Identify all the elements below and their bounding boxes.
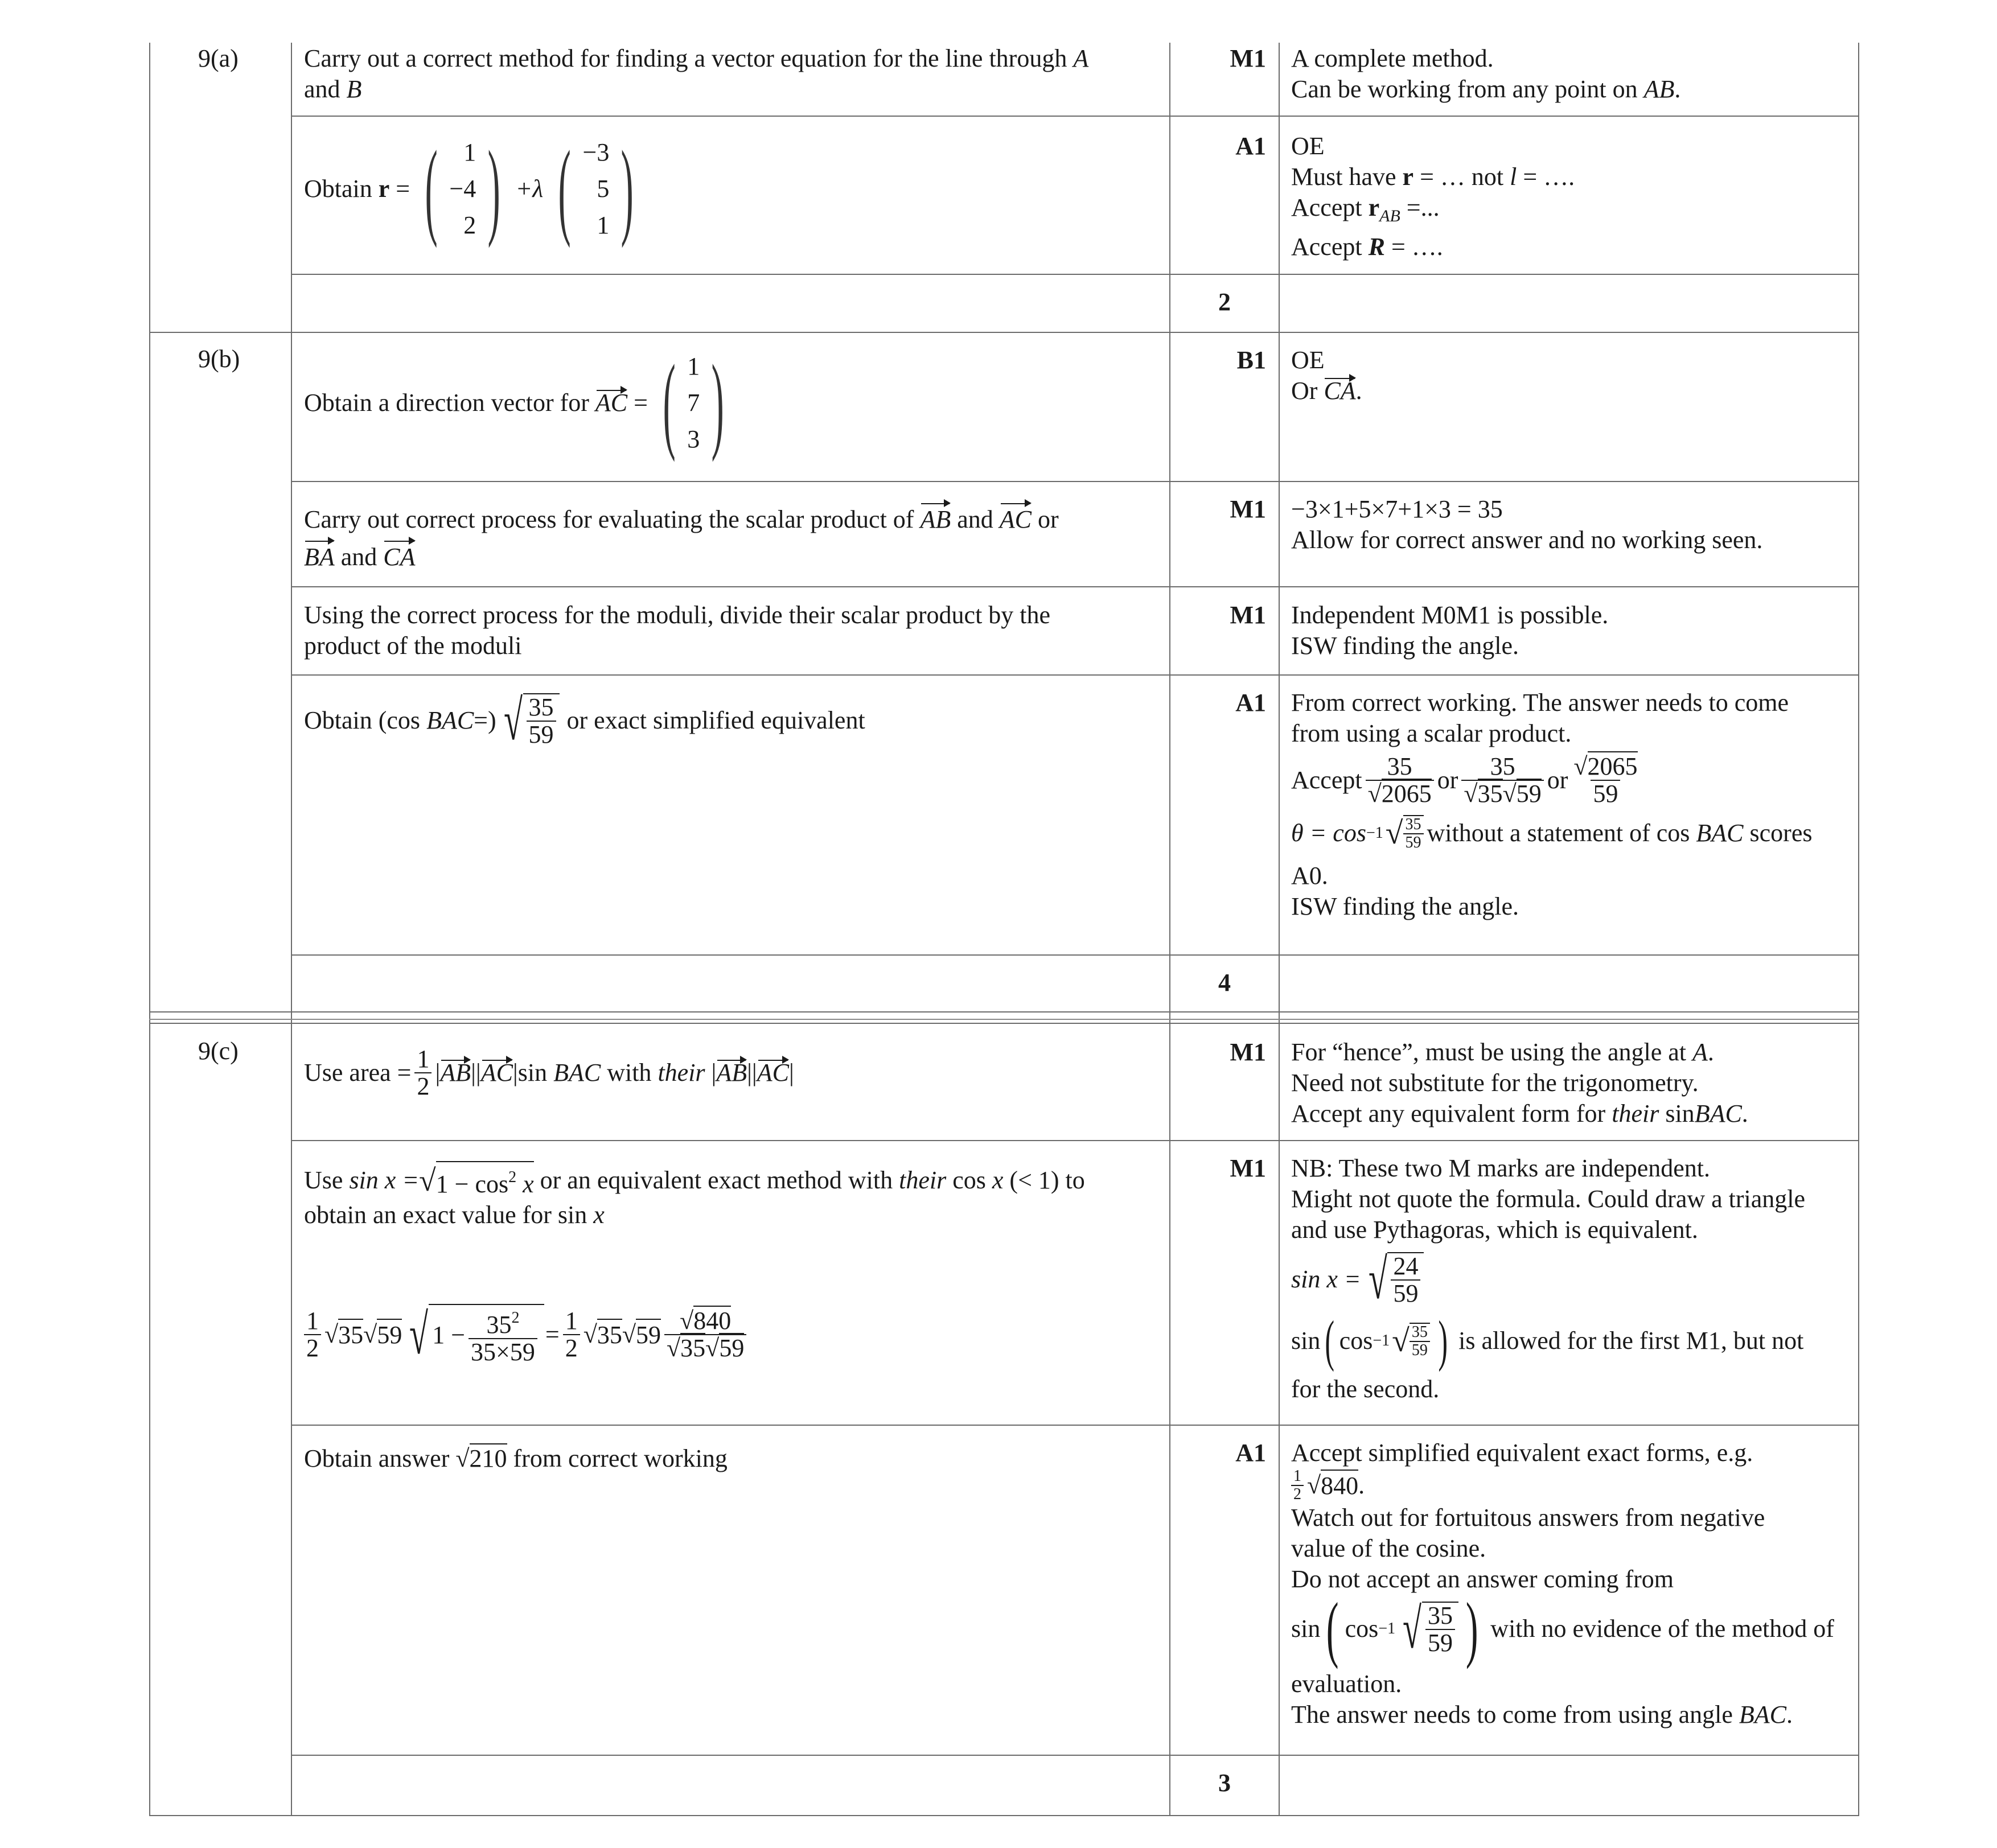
- guidance-text: ISW finding the angle.: [1291, 892, 1519, 920]
- row-divider: [291, 674, 1859, 676]
- vector-R: R: [1368, 233, 1385, 261]
- superscript: 2: [508, 1168, 517, 1186]
- answer-cell: [304, 600, 1050, 661]
- vector-arrow-label: AC: [595, 388, 627, 418]
- section-divider: [149, 1023, 1859, 1024]
- guidance-text: −3×1+5×7+1×3 = 35: [1291, 495, 1503, 523]
- radicand: 59: [636, 1319, 661, 1351]
- answer-cell: [304, 689, 865, 752]
- angle-label: BAC: [426, 706, 474, 734]
- superscript: 2: [511, 1309, 520, 1327]
- guidance-cell: [1291, 43, 1680, 105]
- guidance-text: Must have: [1291, 163, 1396, 191]
- guidance-text: sin: [1665, 1100, 1695, 1127]
- guidance-text: Or: [1291, 377, 1318, 405]
- fraction-numerator: 1: [1293, 1467, 1301, 1485]
- fraction-denominator: 2: [414, 1072, 432, 1100]
- answer-text: =): [474, 706, 496, 734]
- vector-r: r: [378, 175, 390, 203]
- vector-component: 2: [463, 211, 476, 239]
- answer-cell: [304, 43, 1088, 105]
- answer-cell: Use area = $\frac{1}{2}$ | AB || AC | sin BAC with their | AB || AC |: [304, 1045, 794, 1100]
- row-divider: [291, 1755, 1859, 1756]
- vector-arrow-label: AC: [481, 1057, 513, 1088]
- fraction-denominator: 35×59: [469, 1338, 537, 1365]
- guidance-text: = … not: [1420, 163, 1504, 191]
- superscript: −1: [1373, 1332, 1390, 1349]
- fraction-denominator: 59: [719, 1334, 745, 1362]
- radicand: 35: [338, 1319, 363, 1351]
- vector-arrow-label: BA: [304, 538, 335, 576]
- vector-arrow-label: AC: [1000, 501, 1032, 538]
- fraction: [563, 1308, 580, 1361]
- vector-arrow-label: CA: [383, 538, 415, 576]
- section-divider: [149, 1019, 1859, 1020]
- guidance-text: sin: [1291, 1615, 1321, 1643]
- vector-component: 5: [597, 175, 610, 203]
- equals-sign: =: [396, 175, 410, 203]
- fraction-denominator: 35: [1477, 780, 1503, 808]
- guidance-text: value of the cosine.: [1291, 1534, 1486, 1562]
- radicand: 1 −: [432, 1321, 466, 1349]
- answer-text: Obtain (cos: [304, 706, 421, 734]
- row-divider: [291, 116, 1859, 117]
- fraction-denominator: 59: [1516, 780, 1542, 808]
- answer-text: or an equivalent exact method with: [540, 1166, 893, 1194]
- guidance-text: their: [1612, 1100, 1659, 1127]
- guidance-text: for the second.: [1291, 1375, 1440, 1403]
- mark-code: A1: [1235, 1439, 1266, 1467]
- guidance-text: is allowed for the first M1, but not: [1458, 1327, 1804, 1355]
- answer-cell: [304, 343, 739, 463]
- fraction-denominator: 59: [1403, 833, 1424, 851]
- fraction-numerator: 1: [565, 1307, 578, 1335]
- guidance-text: scores: [1749, 819, 1813, 847]
- radicand: 840: [1321, 1470, 1358, 1501]
- row-divider: [291, 1140, 1859, 1141]
- fraction-denominator: 2065: [1381, 780, 1432, 808]
- row-divider: [291, 586, 1859, 587]
- answer-text: their: [658, 1059, 705, 1086]
- guidance-text: Accept: [1291, 766, 1362, 794]
- working-expression: $\frac{1}{2}$ √ 35 √ 59 √ 1 − $\frac{35^2}{35\times 59}$ = $\frac{1}{2}$ √ 35 √ 59 $\frac{√840}{√35√59}$: [304, 1298, 750, 1372]
- fraction-denominator: 59: [1391, 1279, 1420, 1307]
- guidance-text: Accept any equivalent form for: [1291, 1100, 1606, 1127]
- answer-text: Use area =: [304, 1059, 412, 1086]
- fraction: [414, 1046, 432, 1100]
- vector-arrow-label: AB: [440, 1057, 471, 1088]
- guidance-text: =...: [1406, 194, 1440, 221]
- guidance-text: .: [1358, 1471, 1365, 1499]
- fraction-numerator: 2065: [1587, 752, 1638, 780]
- fraction-denominator: 59: [527, 721, 556, 748]
- vector-r: r: [1402, 163, 1414, 191]
- answer-text: or: [1037, 505, 1059, 533]
- fraction-numerator: 35: [1428, 1602, 1453, 1629]
- guidance-text: Allow for correct answer and no working seen.: [1291, 526, 1763, 554]
- angle-label: BAC: [1696, 819, 1744, 847]
- vector-r: r: [1368, 194, 1380, 221]
- fraction-numerator: 1: [417, 1045, 430, 1073]
- guidance-text: with no evidence of the method of: [1490, 1615, 1834, 1643]
- fraction: [304, 1308, 321, 1361]
- equals-sign: =: [634, 389, 648, 417]
- guidance-text: From correct working. The answer needs to come: [1291, 689, 1789, 717]
- radicand: 59: [377, 1319, 402, 1351]
- square-root: √ 1 − $\frac{35^2}{35\times 59}$: [403, 1304, 544, 1365]
- fraction-numerator: 35: [486, 1311, 512, 1339]
- square-root: √ $\frac{35}{59}$: [498, 692, 560, 749]
- fraction-denominator: 59: [1591, 780, 1620, 807]
- guidance-text: For “hence”, must be using the angle at: [1291, 1038, 1687, 1066]
- guidance-text: from using a scalar product.: [1291, 719, 1572, 747]
- fraction-numerator: 35: [528, 693, 554, 721]
- segment-label: AB: [1643, 75, 1675, 103]
- variable-x: x: [593, 1201, 605, 1229]
- answer-text: Using the correct process for the moduli, divide their scalar product by the: [304, 601, 1051, 629]
- fraction-denominator: 2: [304, 1334, 321, 1361]
- fraction: $\frac{35}{√35√59}$: [1461, 754, 1543, 807]
- guidance-text: or: [1547, 766, 1568, 794]
- radicand: 1 − cos: [435, 1170, 509, 1198]
- direction-vector: ( −3 5 1 ): [558, 129, 634, 249]
- guidance-cell: NB: These two M marks are independent. Might not quote the formula. Could draw a triangle and use Pythagoras, which is equivalent. sin x = √ $\frac{24}{59}$ sin ( cos −1 √ $\frac{35}{59}$ ) is allowed for the first M1, but not for the second.: [1291, 1153, 1805, 1405]
- mark-code: B1: [1236, 346, 1266, 374]
- column-divider-answer: [291, 43, 292, 1816]
- guidance-text: Accept: [1291, 194, 1362, 221]
- section-divider: [149, 332, 1859, 333]
- fraction-numerator: 35: [1387, 752, 1412, 780]
- fraction: $\frac{√840}{√35√59}$: [664, 1308, 746, 1361]
- fraction-numerator: 35: [1411, 1323, 1428, 1341]
- answer-text: their: [899, 1166, 947, 1194]
- total-marks: 3: [1218, 1769, 1231, 1797]
- answer-text: Obtain a direction vector for: [304, 389, 589, 417]
- angle-label: BAC: [553, 1059, 601, 1086]
- angle-label: BAC: [1694, 1100, 1742, 1127]
- guidance-text: evaluation.: [1291, 1670, 1402, 1698]
- question-label: 9(c): [198, 1037, 239, 1065]
- fraction-denominator: 35: [680, 1334, 706, 1362]
- mark-code: M1: [1230, 1154, 1266, 1182]
- table-border-left: [149, 43, 150, 1816]
- guidance-cell: From correct working. The answer needs to come from using a scalar product. Accept $\frac{35}{√2065}$ or $\frac{35}{√35√59}$ or $\frac{√2065}{59}$ θ = cos −1 √ $\frac{35}{59}$ without a statement of cos BAC scores A0. ISW finding the angle.: [1291, 688, 1812, 922]
- vector-component: 7: [687, 389, 700, 417]
- theta-expression: θ = cos: [1291, 819, 1366, 847]
- answer-text: Obtain: [304, 175, 372, 203]
- answer-text: and: [340, 543, 377, 571]
- guidance-text: = ….: [1391, 233, 1443, 261]
- mark-code: M1: [1230, 601, 1266, 629]
- fraction: $\frac{35}{√2065}$: [1366, 754, 1434, 807]
- mark-code: M1: [1230, 44, 1266, 72]
- guidance-text: = ….: [1523, 163, 1575, 191]
- guidance-text: Need not substitute for the trigonometry.: [1291, 1069, 1699, 1097]
- answer-text: and: [957, 505, 993, 533]
- fraction: [1291, 1468, 1304, 1503]
- vector-component: 1: [687, 352, 700, 380]
- guidance-cell: Accept simplified equivalent exact forms, e.g. $\frac{1}{2}$ √ 840 . Watch out for fortuitous answers from negative value of the cosine. Do not accept an answer coming from sin ( cos −1 √ $\frac{35}{59}$ ) with no evidence of the method of evaluation. The answer needs to come from using angle BAC.: [1291, 1439, 1834, 1728]
- vector-arrow-label: AB: [716, 1057, 747, 1088]
- row-divider: [291, 481, 1859, 482]
- vector-component: −3: [582, 138, 610, 166]
- guidance-cell: [1291, 494, 1762, 555]
- guidance-text: .: [1674, 75, 1681, 103]
- angle-label: BAC: [1739, 1701, 1786, 1728]
- vector-component: 1: [597, 211, 610, 239]
- fraction-numerator: 24: [1393, 1252, 1419, 1280]
- point-label: A: [1692, 1038, 1708, 1066]
- guidance-text: .: [1741, 1100, 1748, 1127]
- guidance-cell: [1291, 131, 1575, 262]
- variable-x: x: [992, 1166, 1004, 1194]
- table-border-bottom: [149, 1815, 1859, 1816]
- answer-cell: Use sin x = √ $1 - \cos^2 x$ or an equivalent exact method with their cos x (< 1) to obtain an exact value for sin x: [304, 1161, 1085, 1230]
- point-vector: ( 1 −4 2 ): [425, 129, 500, 249]
- guidance-text: .: [1707, 1038, 1714, 1066]
- total-marks: 4: [1218, 969, 1231, 997]
- equals-sign: =: [545, 1320, 560, 1348]
- vector-component: 1: [463, 138, 476, 166]
- guidance-cell: [1291, 345, 1362, 406]
- answer-text: cos: [952, 1166, 986, 1194]
- answer-text: and: [304, 75, 340, 103]
- guidance-text: or: [1437, 766, 1458, 794]
- answer-text: Use: [304, 1166, 343, 1194]
- guidance-text: The answer needs to come from using angle: [1291, 1701, 1733, 1728]
- guidance-text: A0.: [1291, 862, 1328, 890]
- vector-component: 3: [687, 425, 700, 453]
- point-label: B: [346, 75, 362, 103]
- guidance-text: Do not accept an answer coming from: [1291, 1565, 1674, 1593]
- guidance-text: Might not quote the formula. Could draw a triangle: [1291, 1185, 1806, 1213]
- question-label: 9(a): [198, 44, 239, 72]
- sine-expression: sin x =: [349, 1166, 420, 1194]
- fraction-denominator: 2: [563, 1334, 580, 1361]
- answer-cell: Obtain answer √210 from correct working: [304, 1444, 728, 1472]
- guidance-text: OE: [1291, 132, 1325, 160]
- guidance-text: ISW finding the angle.: [1291, 632, 1519, 660]
- fraction-numerator: 35: [1490, 752, 1515, 780]
- radicand: 35: [597, 1319, 622, 1351]
- superscript: −1: [1378, 1620, 1396, 1637]
- row-divider: [291, 954, 1859, 956]
- section-divider: [149, 1011, 1859, 1013]
- guidance-text: Independent M0M1 is possible.: [1291, 601, 1609, 629]
- answer-text: obtain an exact value for sin: [304, 1201, 587, 1229]
- fraction-numerator: 35: [1405, 816, 1421, 833]
- subscript: AB: [1379, 207, 1400, 225]
- vector-arrow-label: AC: [757, 1057, 789, 1088]
- guidance-text: Accept: [1291, 233, 1362, 261]
- answer-text: product of the moduli: [304, 632, 522, 660]
- row-divider: [291, 1425, 1859, 1426]
- answer-text: or exact simplified equivalent: [566, 706, 865, 734]
- direction-vector: ( 1 7 3 ): [663, 343, 724, 463]
- answer-text: (< 1) to: [1009, 1166, 1085, 1194]
- square-root: √ $\frac{35}{59}$: [1396, 1600, 1458, 1657]
- fraction-denominator: 59: [1425, 1629, 1455, 1656]
- guidance-text: Can be working from any point on: [1291, 75, 1638, 103]
- superscript: −1: [1366, 824, 1383, 842]
- symbol-l: l: [1510, 163, 1517, 191]
- guidance-cell: [1291, 600, 1608, 661]
- mark-code: A1: [1235, 689, 1266, 717]
- fraction-numerator: 1: [306, 1307, 319, 1335]
- guidance-text: Accept simplified equivalent exact forms, e.g.: [1291, 1439, 1753, 1467]
- sine-expression: sin x =: [1291, 1265, 1361, 1293]
- mark-code: M1: [1230, 1038, 1266, 1066]
- mark-code: M1: [1230, 495, 1266, 523]
- vector-component: −4: [449, 175, 476, 203]
- mark-code: A1: [1235, 132, 1266, 160]
- fraction-numerator: 840: [693, 1307, 732, 1335]
- point-label: A: [1073, 44, 1089, 72]
- guidance-text: NB: These two M marks are independent.: [1291, 1154, 1711, 1182]
- answer-text: Obtain answer: [304, 1444, 450, 1472]
- vector-arrow-label: CA: [1324, 376, 1355, 406]
- guidance-text: cos: [1339, 1327, 1373, 1355]
- answer-cell: [304, 501, 1059, 576]
- guidance-text: sin: [1291, 1327, 1321, 1355]
- column-divider-guidance: [1279, 43, 1280, 1816]
- answer-text: sin: [517, 1059, 548, 1086]
- guidance-text: and use Pythagoras, which is equivalent.: [1291, 1216, 1698, 1244]
- question-label: 9(b): [198, 345, 240, 373]
- fraction-denominator: 59: [1410, 1341, 1430, 1359]
- answer-text: with: [607, 1059, 652, 1086]
- guidance-text: OE: [1291, 346, 1325, 374]
- variable-x: x: [523, 1170, 534, 1198]
- vector-arrow-label: AB: [920, 501, 951, 538]
- plus-lambda: +λ: [515, 175, 544, 203]
- guidance-text: .: [1355, 377, 1362, 405]
- fraction: $\frac{√2065}{59}$: [1573, 752, 1638, 808]
- table-border-right: [1858, 43, 1859, 1816]
- total-marks: 2: [1218, 288, 1231, 316]
- answer-text: Carry out a correct method for finding a vector equation for the line through: [304, 44, 1067, 72]
- answer-text: Carry out correct process for evaluating the scalar product of: [304, 505, 914, 533]
- guidance-text: A complete method.: [1291, 44, 1494, 72]
- answer-text: from correct working: [513, 1444, 728, 1472]
- guidance-text: without a statement of cos: [1427, 819, 1690, 847]
- answer-cell: [304, 129, 649, 249]
- guidance-text: .: [1786, 1701, 1793, 1728]
- guidance-text: Watch out for fortuitous answers from negative: [1291, 1504, 1765, 1532]
- radicand: 210: [469, 1444, 507, 1472]
- guidance-text: cos: [1345, 1615, 1379, 1643]
- guidance-cell: [1291, 1037, 1748, 1129]
- fraction-denominator: 2: [1291, 1485, 1304, 1503]
- row-divider: [291, 274, 1859, 275]
- square-root: √ $\frac{24}{59}$: [1362, 1251, 1424, 1308]
